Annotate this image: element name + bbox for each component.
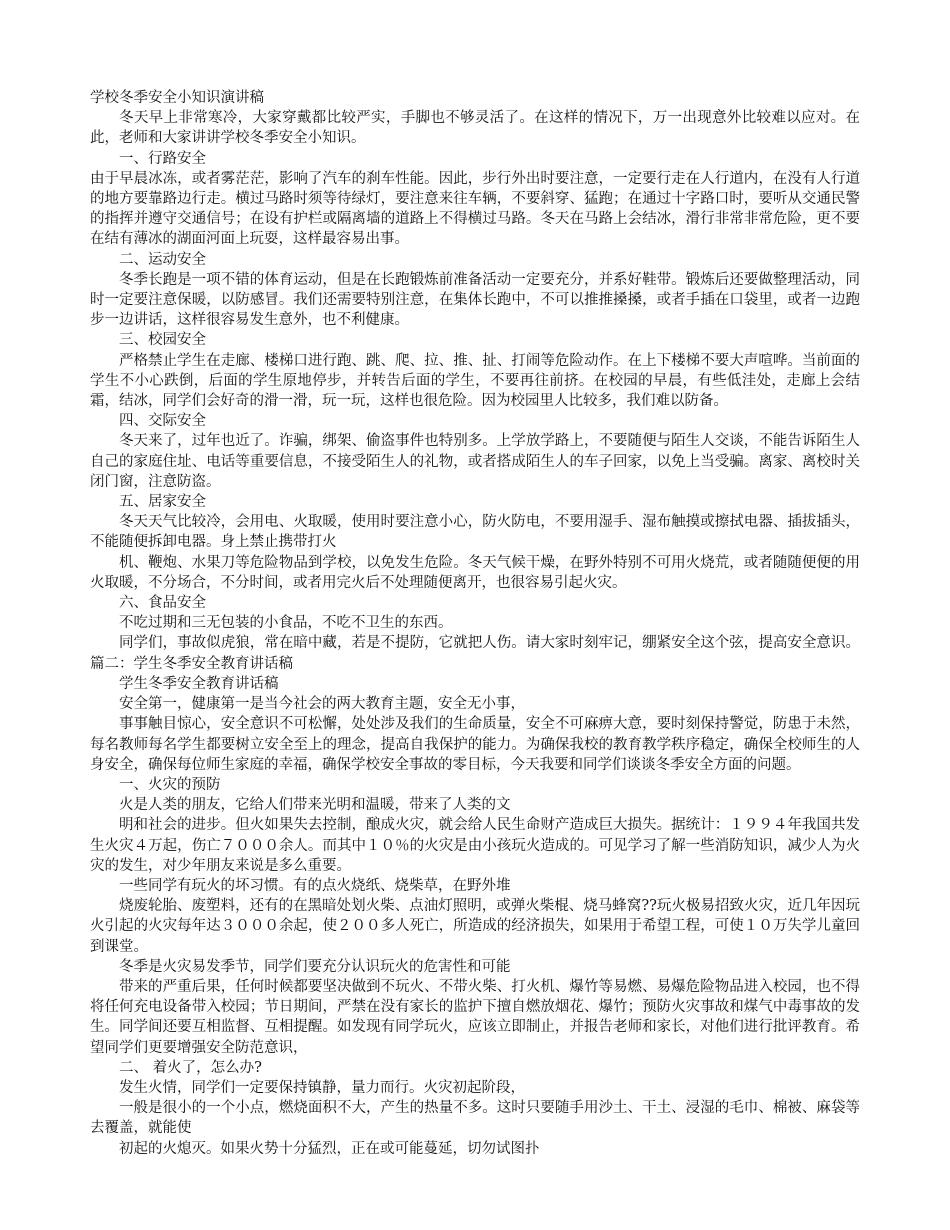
paragraph: 冬天早上非常寒冷，大家穿戴都比较严实，手脚也不够灵活了。在这样的情况下，万一出现意外比较难以应对。在此，老师和大家讲讲学校冬季安全小知识。 (90, 110, 860, 147)
paragraph: 发生火情，同学们一定要保持镇静，量力而行。火灾初起阶段， (119, 1079, 525, 1096)
paragraph: 冬天来了，过年也近了。诈骗，绑架、偷盗事件也特别多。上学放学路上，不要随便与陌生人交谈，不能告诉陌生人自己的家庭住址、电话等重要信息，不接受陌生人的礼物，或者搭成陌生人的车子回家，以免上当受骗。离家、离校时关闭门窗，注意防盗。 (90, 433, 860, 490)
paragraph: 同学们，事故似虎狼，常在暗中藏，若是不提防，它就把人伤。请大家时刻牢记，绷紧安全这个弦，提高安全意识。篇二：学生冬季安全教育讲话稿 (90, 635, 860, 672)
paragraph: 学生冬季安全教育讲话稿 (119, 675, 279, 692)
document-title: 学校冬季安全小知识演讲稿 (90, 90, 264, 106)
paragraph: 三、校园安全 (119, 332, 206, 349)
paragraph: 二、运动安全 (119, 251, 206, 268)
paragraph: 一、火灾的预防 (119, 776, 221, 793)
paragraph: 事事触目惊心，安全意识不可松懈，处处涉及我们的生命质量，安全不可麻痹大意，要时刻保持警觉，防患于未然，每名教师每名学生都要树立安全至上的理念，提高自我保护的能力。为确保我校的教育教学秩序稳定，确保全校师生的人身安全，确保每位师生家庭的幸福，确保学校安全事故的零目标，今天我要和同学们谈谈冬季安全方面的问题。 (90, 716, 860, 773)
paragraph: 冬季是火灾易发季节，同学们要充分认识玩火的危害性和可能 (119, 958, 511, 975)
paragraph: 带来的严重后果，任何时候都要坚决做到不玩火、不带火柴、打火机、爆竹等易燃、易爆危险物品进入校园，也不得将任何充电设备带入校园；节日期间，严禁在没有家长的监护下擅自燃放烟花、爆竹；预防火灾事故和煤气中毒事故的发生。同学间还要互相监督、互相提醒。如发现有同学玩火，应该立即制止，并报告老师和家长，对他们进行批评教育。希望同学们更要增强安全防范意识， (90, 978, 860, 1056)
paragraph: 冬季长跑是一项不错的体育运动，但是在长跑锻炼前准备活动一定要充分，并系好鞋带。锻炼后还要做整理活动，同时一定要注意保暖，以防感冒。我们还需要特别注意，在集体长跑中，不可以推推搡搡，或者手插在口袋里，或者一边跑步一边讲话，这样很容易发生意外，也不利健康。 (90, 271, 860, 329)
paragraph: 初起的火熄灭。如果火势十分猛烈，正在或可能蔓延，切勿试图扑 (119, 1140, 540, 1157)
paragraph: 火是人类的朋友，它给人们带来光明和温暖，带来了人类的文 (119, 797, 511, 814)
paragraph: 四、交际安全 (119, 413, 206, 430)
paragraph: 五、居家安全 (119, 494, 206, 511)
document-page (90, 88, 860, 1159)
paragraph: 安全第一，健康第一是当今社会的两大教育主题，安全无小事， (119, 696, 525, 713)
paragraph: 明和社会的进步。但火如果失去控制，酿成火灾，就会给人民生命财产造成巨大损失。据统计：１９９４年我国共发生火灾４万起，伤亡７０００余人。而其中１０％的火灾是由小孩玩火造成的。可见学习了解一些消防知识，减少人为火灾的发生，对少年朋友来说是多么重要。 (90, 817, 860, 874)
paragraph: 一、行路安全 (119, 150, 206, 167)
paragraph: 烧废轮胎、废塑料，还有的在黑暗处划火柴、点油灯照明，或弹火柴棍、烧马蜂窝??玩火极易招致火灾，近几年因玩火引起的火灾每年达３０００余起，使２００多人死亡，所造成的经济损失，如果用于希望工程，可使１０万失学儿童回到课堂。 (90, 898, 860, 955)
paragraph: 机、鞭炮、水果刀等危险物品到学校，以免发生危险。冬天气候干燥，在野外特别不可用火烧荒，或者随随便便的用火取暖，不分场合，不分时间，或者用完火后不处理随便离开，也很容易引起火灾。 (90, 554, 860, 591)
paragraph: 一些同学有玩火的坏习惯。有的点火烧纸、烧柴草，在野外堆 (119, 877, 511, 894)
paragraph: 二、 着火了，怎么办? (119, 1059, 262, 1076)
paragraph: 严格禁止学生在走廊、楼梯口进行跑、跳、爬、拉、推、扯、打闹等危险动作。在上下楼梯不要大声喧哗。当前面的学生不小心跌倒，后面的学生原地停步，并转告后面的学生，不要再往前挤。在校园的早晨，有些低洼处，走廊上会结霜，结冰，同学们会好奇的滑一滑，玩一玩，这样也很危险。因为校园里人比较多，我们难以防备。 (90, 352, 860, 410)
paragraph: 一般是很小的一个小点，燃烧面积不大，产生的热量不多。这时只要随手用沙土、干土、浸湿的毛巾、棉被、麻袋等去覆盖，就能使 (90, 1100, 860, 1137)
paragraph: 冬天天气比较冷，会用电、火取暖，使用时要注意小心，防火防电，不要用湿手、湿布触摸或擦拭电器、插拔插头，不能随便拆卸电器。身上禁止携带打火 (90, 514, 860, 551)
paragraph: 由于早晨冰冻，或者雾茫茫，影响了汽车的刹车性能。因此，步行外出时要注意，一定要行走在人行道内，在没有人行道的地方要靠路边行走。横过马路时须等待绿灯，要注意来往车辆，不要斜穿、猛跑；在通过十字路口时，要听从交通民警的指挥并遵守交通信号；在设有护栏或隔离墙的道路上不得横过马路。冬天在马路上会结冰，滑行非常非常危险，更不要在结有薄冰的湖面河面上玩耍，这样最容易出事。 (90, 170, 860, 248)
paragraph: 不吃过期和三无包装的小食品，不吃不卫生的东西。 (119, 615, 453, 632)
paragraph: 六、食品安全 (119, 595, 206, 612)
